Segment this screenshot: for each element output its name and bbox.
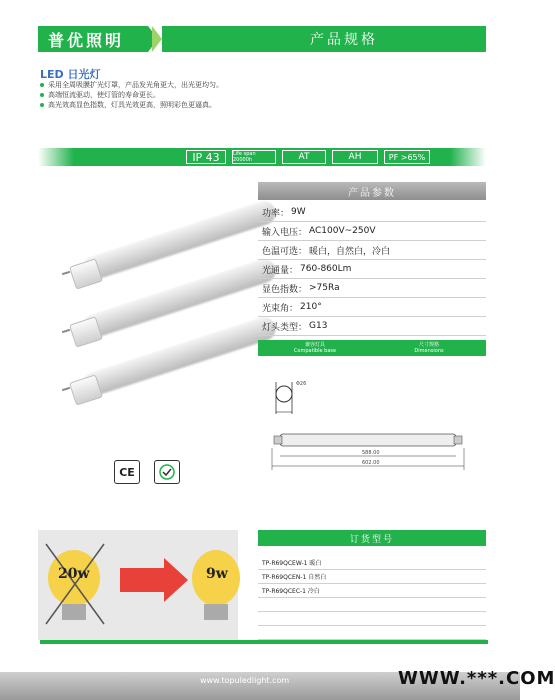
feature-list (40, 80, 300, 110)
tube-side-view (280, 434, 456, 446)
pf-badge: PF >65% (384, 150, 430, 164)
section-header: 产品规格 (162, 26, 486, 52)
tube-cross-section (276, 386, 292, 402)
footer-watermark: WWW.***.COM (398, 668, 555, 689)
order-row (258, 626, 486, 640)
replace-arrow-icon (120, 558, 188, 602)
spec-row: 功率： 9W (258, 203, 486, 222)
spec-row: 输入电压： AC100V~250V (258, 222, 486, 241)
brand-header: 普优照明 (38, 26, 148, 52)
compat-label-cn: 兼容灯具 (304, 342, 325, 348)
compat-dimension-bar (258, 340, 486, 356)
dimension-label-en: Dimensions (414, 348, 444, 354)
inner-length-label: 588.00 (362, 450, 380, 456)
lifespan-badge: Life span 20000h (232, 150, 276, 164)
order-row: TP-R69QCEC-1 冷白 (258, 584, 486, 598)
tube-pin (62, 387, 70, 391)
feature-item: 高端恒流驱动，使灯管的寿命更长。 (40, 90, 300, 100)
new-wattage: 9w (206, 566, 228, 582)
spec-row: 光束角： 210° (258, 298, 486, 317)
old-wattage: 20w (58, 566, 90, 582)
at-badge: AT (282, 150, 326, 164)
feature-item: 采用全周吸膜扩光灯罩，产品发光角更大，出光更均匀。 (40, 80, 300, 90)
order-row (258, 612, 486, 626)
header-arrow-accent (152, 26, 162, 52)
total-length-label: 602.00 (362, 460, 380, 466)
order-heading: 订货型号 (258, 530, 486, 546)
bottom-accent-bar (40, 640, 488, 644)
ce-certification-icon: CE (114, 460, 140, 484)
order-row: TP-R69QCEW-1 暖白 (258, 556, 486, 570)
bulb-comparison-graphic (40, 536, 240, 636)
product-title: LED 日光灯 (40, 68, 101, 81)
eco-certification-icon (154, 460, 180, 484)
ah-badge: AH (332, 150, 378, 164)
spec-row: 显色指数： >75Ra (258, 279, 486, 298)
dimension-drawing (270, 376, 490, 476)
order-row: TP-R69QCEN-1 自然白 (258, 570, 486, 584)
compat-label-en: Compatible base (293, 348, 337, 354)
footer-url: www.topuledlight.com (200, 676, 290, 685)
order-row (258, 598, 486, 612)
tube-pin (62, 329, 70, 333)
specs-heading: 产品参数 (258, 182, 486, 200)
tube-illustration (60, 200, 250, 420)
dimension-label-cn: 尺寸规格 (418, 342, 439, 348)
spec-row: 色温可选： 暖白，自然白，冷白 (258, 241, 486, 260)
ip-rating-badge: IP 43 (186, 150, 226, 164)
feature-item: 高光效高显色指数，灯具光效更高，照明彩色更逼真。 (40, 100, 300, 110)
spec-row: 光通量： 760-860Lm (258, 260, 486, 279)
spec-row: 灯头类型： G13 (258, 317, 486, 336)
tube-pin (62, 271, 70, 275)
diameter-label: Φ26 (296, 381, 307, 387)
